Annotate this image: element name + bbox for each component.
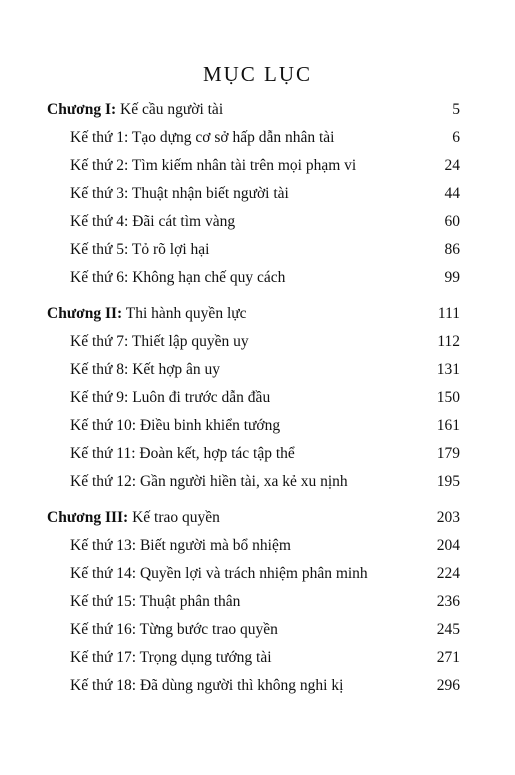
page-number: 179 bbox=[436, 445, 460, 462]
toc-entry bbox=[0, 124, 515, 152]
entry-label: Kế thứ 6: Không hạn chế quy cách bbox=[70, 269, 286, 286]
page-number: 24 bbox=[444, 157, 460, 174]
chapter-heading bbox=[0, 96, 515, 124]
toc-entry bbox=[0, 236, 515, 264]
page-number: 236 bbox=[436, 593, 460, 610]
page-number: 5 bbox=[452, 101, 460, 118]
chapter-label bbox=[47, 300, 247, 328]
toc-entry bbox=[0, 532, 515, 560]
chapter-title: Thi hành quyền lực bbox=[125, 305, 247, 322]
toc-entry bbox=[0, 152, 515, 180]
page-number: 44 bbox=[444, 185, 460, 202]
chapter-prefix: Chương III: bbox=[47, 509, 129, 526]
page-number: 86 bbox=[444, 241, 460, 258]
page-number: 131 bbox=[436, 361, 460, 378]
page-number: 296 bbox=[436, 677, 460, 694]
page-number: 161 bbox=[436, 417, 460, 434]
entry-label: Kế thứ 15: Thuật phân thân bbox=[70, 593, 241, 610]
chapter-prefix: Chương I: bbox=[47, 101, 117, 118]
toc-entry bbox=[0, 468, 515, 496]
toc-entry bbox=[0, 412, 515, 440]
toc-entry bbox=[0, 672, 515, 700]
page-number: 111 bbox=[437, 305, 460, 322]
toc-entry bbox=[0, 208, 515, 236]
toc-entry bbox=[0, 356, 515, 384]
toc-entry bbox=[0, 180, 515, 208]
entry-label: Kế thứ 13: Biết người mà bổ nhiệm bbox=[70, 537, 291, 554]
page-number: 271 bbox=[436, 649, 460, 666]
page-number: 99 bbox=[444, 269, 460, 286]
page-number: 150 bbox=[436, 389, 460, 406]
chapter-heading bbox=[0, 300, 515, 328]
chapter-3 bbox=[0, 504, 515, 700]
entry-label: Kế thứ 17: Trọng dụng tướng tài bbox=[70, 649, 272, 666]
chapter-1 bbox=[0, 96, 515, 292]
chapter-prefix: Chương II: bbox=[47, 305, 123, 322]
toc-entry bbox=[0, 328, 515, 356]
toc-title: MỤC LỤC bbox=[202, 62, 313, 86]
entry-label: Kế thứ 10: Điều binh khiển tướng bbox=[70, 417, 281, 434]
entry-label: Kế thứ 4: Đãi cát tìm vàng bbox=[70, 213, 236, 230]
toc-entry bbox=[0, 616, 515, 644]
chapter-label bbox=[47, 504, 220, 532]
chapter-title: Kế trao quyền bbox=[132, 509, 220, 526]
toc-entry bbox=[0, 384, 515, 412]
toc-entry bbox=[0, 588, 515, 616]
toc-entry bbox=[0, 644, 515, 672]
page-number: 195 bbox=[436, 473, 460, 490]
entry-label: Kế thứ 8: Kết hợp ân uy bbox=[70, 361, 221, 378]
entry-label: Kế thứ 9: Luôn đi trước dẫn đầu bbox=[70, 389, 271, 406]
entry-label: Kế thứ 5: Tỏ rõ lợi hại bbox=[70, 241, 210, 258]
entry-label: Kế thứ 3: Thuật nhận biết người tài bbox=[70, 185, 289, 202]
chapter-2 bbox=[0, 300, 515, 496]
page-number: 112 bbox=[437, 333, 460, 350]
page-number: 204 bbox=[436, 537, 460, 554]
toc-entry bbox=[0, 440, 515, 468]
page-number: 6 bbox=[452, 129, 460, 146]
entry-label: Kế thứ 7: Thiết lập quyền uy bbox=[70, 333, 249, 350]
page-number: 60 bbox=[444, 213, 460, 230]
page-number: 245 bbox=[436, 621, 460, 638]
entry-label: Kế thứ 18: Đã dùng người thì không nghi kị bbox=[70, 677, 344, 694]
page-number: 224 bbox=[436, 565, 460, 582]
entry-label: Kế thứ 1: Tạo dựng cơ sở hấp dẫn nhân tài bbox=[70, 129, 335, 146]
chapter-title: Kế cầu người tài bbox=[120, 101, 224, 118]
toc-entry bbox=[0, 560, 515, 588]
toc-entry bbox=[0, 264, 515, 292]
chapter-heading bbox=[0, 504, 515, 532]
entry-label: Kế thứ 12: Gần người hiền tài, xa kẻ xu nịnh bbox=[70, 473, 348, 490]
entry-label: Kế thứ 14: Quyền lợi và trách nhiệm phân minh bbox=[70, 565, 368, 582]
page-number: 203 bbox=[436, 509, 460, 526]
entry-label: Kế thứ 2: Tìm kiếm nhân tài trên mọi phạm vi bbox=[70, 157, 357, 174]
entry-label: Kế thứ 16: Từng bước trao quyền bbox=[70, 621, 278, 638]
chapter-label bbox=[47, 96, 223, 124]
entry-label: Kế thứ 11: Đoàn kết, hợp tác tập thể bbox=[70, 445, 295, 462]
table-of-contents bbox=[0, 96, 515, 708]
